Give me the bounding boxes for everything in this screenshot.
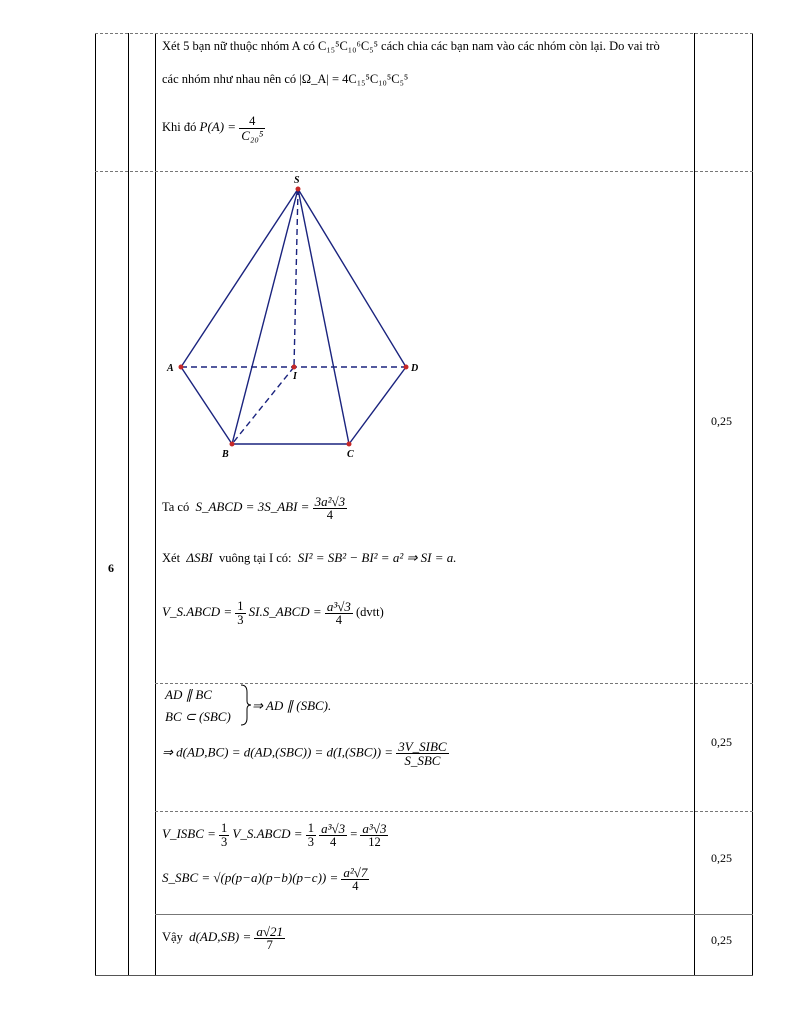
visbc-frac1 bbox=[219, 822, 229, 848]
volume-frac1-den: 3 bbox=[237, 612, 244, 627]
vertex-C bbox=[347, 442, 352, 447]
volume-mid: SI.S_ABCD = bbox=[248, 604, 322, 620]
conclusion-fraction bbox=[254, 925, 285, 952]
visbc-frac1-num: 1 bbox=[221, 821, 228, 836]
vertex-D bbox=[404, 365, 409, 370]
p-a-lhs: P(A) = bbox=[199, 119, 237, 135]
score-block1: 0,25 bbox=[711, 414, 732, 428]
brace-icon bbox=[240, 684, 252, 726]
p-a-denominator: C₂₀⁵ bbox=[241, 127, 264, 143]
visbc-mid: V_S.ABCD = bbox=[232, 826, 303, 842]
ssbc-lhs: S_SBC = √(p(p−a)(p−b)(p−c)) = bbox=[162, 870, 339, 886]
khi-do-label: Khi đó bbox=[162, 120, 197, 135]
conclusion-lhs: d(AD,SB) = bbox=[189, 929, 252, 945]
area-denominator: 4 bbox=[326, 508, 333, 522]
volume-lhs: V_S.ABCD = bbox=[162, 604, 233, 620]
volume-frac2-den: 4 bbox=[335, 613, 342, 627]
conclusion-denominator: 7 bbox=[266, 938, 273, 952]
edge-SD bbox=[298, 189, 406, 367]
edge-SI bbox=[294, 189, 298, 367]
area-line bbox=[162, 495, 347, 522]
visbc-frac3-den: 4 bbox=[329, 835, 337, 849]
edge-SB bbox=[232, 189, 298, 444]
area-numerator: 3a²√3 bbox=[314, 494, 346, 509]
p-a-numerator: 4 bbox=[239, 115, 265, 129]
edge-AB bbox=[181, 367, 232, 444]
label-S: S bbox=[294, 175, 300, 186]
volume-unit: (dvtt) bbox=[356, 605, 384, 620]
visbc-frac2-den: 3 bbox=[307, 834, 314, 849]
score-block3: 0,25 bbox=[711, 851, 732, 865]
xet-label: Xét bbox=[162, 551, 181, 565]
system-line2: BC ⊂ (SBC) bbox=[165, 709, 231, 724]
p-a-fraction bbox=[239, 115, 265, 142]
row5-line3 bbox=[162, 115, 265, 142]
volume-frac1-num: 1 bbox=[237, 599, 244, 614]
distance-fraction bbox=[396, 740, 448, 767]
visbc-frac3 bbox=[319, 822, 347, 849]
volume-frac1 bbox=[235, 600, 245, 626]
triangle-equation: SI² = SB² − BI² = a² ⇒ SI = a. bbox=[297, 550, 457, 565]
vertex-B bbox=[230, 442, 235, 447]
volume-line bbox=[162, 600, 384, 627]
volume-frac2-num: a³√3 bbox=[326, 599, 351, 614]
conclusion-line bbox=[162, 925, 285, 952]
triangle-sbi: ΔSBI bbox=[186, 550, 213, 565]
conclusion-numerator: a√21 bbox=[256, 924, 284, 939]
visbc-frac4-num: a³√3 bbox=[362, 821, 387, 836]
volume-isbc-line bbox=[162, 822, 388, 849]
triangle-line bbox=[162, 551, 456, 565]
visbc-frac3-num: a³√3 bbox=[321, 821, 346, 836]
label-A: A bbox=[167, 363, 174, 374]
ssbc-fraction bbox=[341, 866, 369, 893]
edge-SA bbox=[181, 189, 298, 367]
distance-denominator: S_SBC bbox=[404, 753, 441, 768]
distance-lhs: ⇒ d(AD,BC) = d(AD,(SBC)) = d(I,(SBC)) = bbox=[162, 744, 394, 760]
area-sbc-line bbox=[162, 866, 369, 893]
label-I: I bbox=[293, 371, 297, 382]
vay-label: Vậy bbox=[162, 930, 183, 945]
score-block4: 0,25 bbox=[711, 933, 732, 947]
label-B: B bbox=[222, 449, 229, 460]
edge-CD bbox=[349, 367, 406, 444]
system-line1: AD ∥ BC bbox=[165, 687, 212, 702]
visbc-frac2 bbox=[306, 822, 316, 848]
question-number: 6 bbox=[108, 561, 114, 575]
row5-line1: Xét 5 bạn nữ thuộc nhóm A có C₁₅⁵C₁₀⁶C₅⁵ cách chia các bạn nam vào các nhóm còn lại. Do vai trò bbox=[162, 39, 660, 53]
volume-frac2 bbox=[325, 600, 353, 627]
row5-line2: các nhóm như nhau nên có |Ω_A| = 4C₁₅⁵C₁₀⁵C₅⁵ bbox=[162, 72, 409, 86]
visbc-equals: = bbox=[350, 827, 358, 842]
ta-co-label: Ta có bbox=[162, 500, 190, 515]
visbc-frac4 bbox=[360, 822, 388, 849]
system-result: ⇒ AD ∥ (SBC). bbox=[252, 698, 332, 713]
score-block2: 0,25 bbox=[711, 735, 732, 749]
triangle-desc: vuông tại I có: bbox=[218, 551, 292, 565]
ssbc-numerator: a²√7 bbox=[343, 865, 368, 880]
visbc-frac1-den: 3 bbox=[221, 834, 228, 849]
ssbc-denominator: 4 bbox=[352, 879, 359, 893]
visbc-lhs: V_ISBC = bbox=[162, 826, 216, 842]
area-lhs: S_ABCD = 3S_ABI = bbox=[195, 499, 310, 515]
area-fraction bbox=[313, 495, 348, 522]
pyramid-figure bbox=[160, 172, 430, 467]
distance-line bbox=[162, 740, 449, 767]
vertex-I bbox=[292, 365, 297, 370]
vertex-S bbox=[296, 187, 301, 192]
visbc-frac4-den: 12 bbox=[368, 835, 381, 849]
edge-SC bbox=[298, 189, 349, 444]
label-D: D bbox=[411, 363, 419, 374]
label-C: C bbox=[347, 449, 354, 460]
vertex-A bbox=[179, 365, 184, 370]
visbc-frac2-num: 1 bbox=[307, 821, 314, 836]
distance-numerator: 3V_SIBC bbox=[398, 739, 447, 754]
